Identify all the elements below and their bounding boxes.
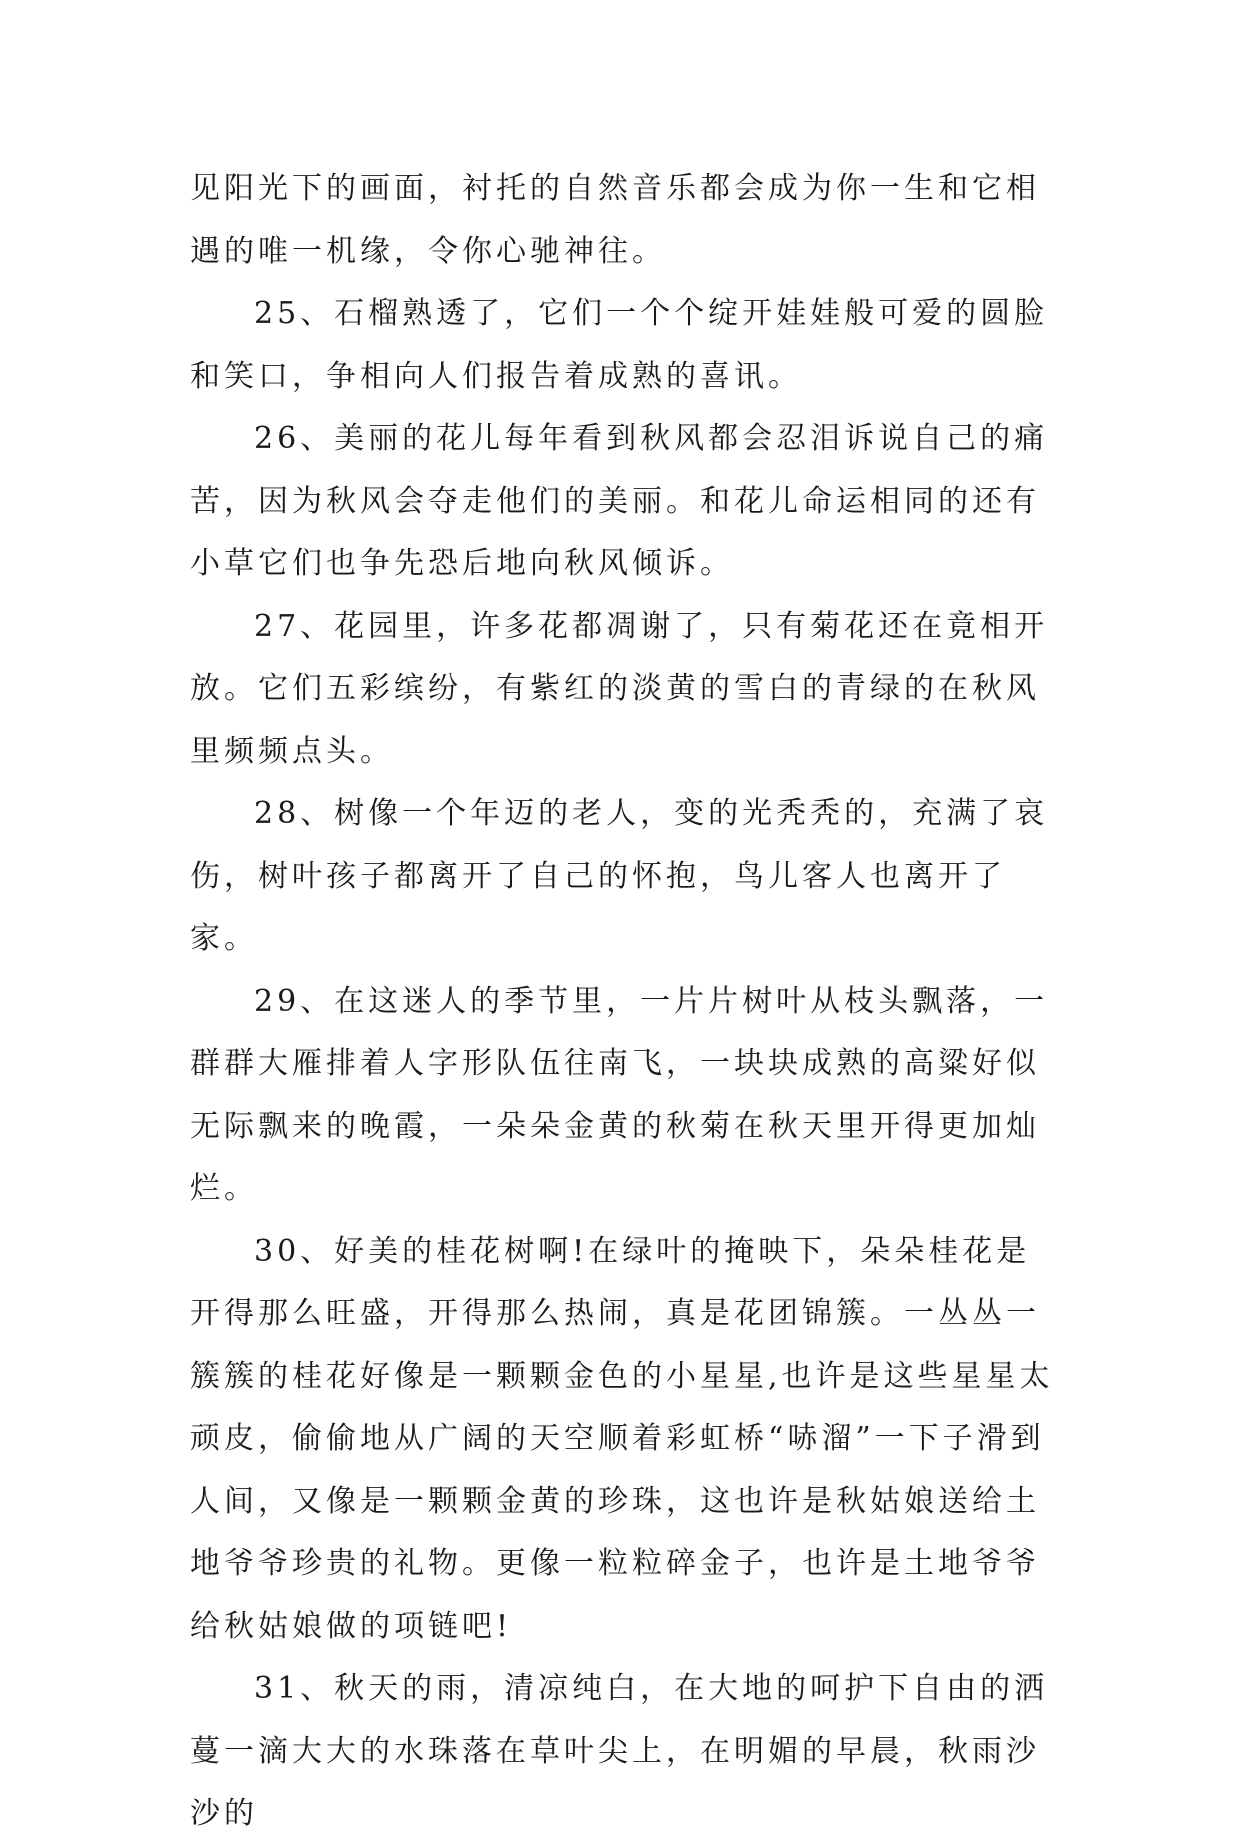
- paragraph-25: 25、石榴熟透了，它们一个个绽开娃娃般可爱的圆脸和笑口，争相向人们报告着成熟的喜讯。: [190, 296, 1049, 394]
- paragraph-29: 29、在这迷人的季节里，一片片树叶从枝头飘落，一群群大雁排着人字形队伍往南飞，一块块成熟的高粱好似无际飘来的晚霞，一朵朵金黄的秋菊在秋天里开得更加灿烂。: [190, 983, 1049, 1206]
- paragraph-31: 31、秋天的雨，清凉纯白，在大地的呵护下自由的洒蔓一滴大大的水珠落在草叶尖上，在明媚的早晨，秋雨沙沙的: [190, 1671, 1049, 1831]
- paragraph-continued: 见阳光下的画面，衬托的自然音乐都会成为你一生和它相遇的唯一机缘，令你心驰神往。: [190, 171, 1040, 269]
- document-body: [190, 158, 1060, 1846]
- paragraph-26: 26、美丽的花儿每年看到秋风都会忍泪诉说自己的痛苦，因为秋风会夺走他们的美丽。和花儿命运相同的还有小草它们也争先恐后地向秋风倾诉。: [190, 421, 1049, 581]
- paragraph-28: 28、树像一个年迈的老人，变的光秃秃的，充满了哀伤，树叶孩子都离开了自己的怀抱，鸟儿客人也离开了家。: [190, 796, 1049, 956]
- paragraph-30: 30、好美的桂花树啊!在绿叶的掩映下，朵朵桂花是开得那么旺盛，开得那么热闹，真是花团锦簇。一丛丛一簇簇的桂花好像是一颗颗金色的小星星,也许是这些星星太顽皮，偷偷地从广阔的天空顺着彩虹桥“哧溜”一下子滑到人间，又像是一颗颗金黄的珍珠，这也许是秋姑娘送给土地爷爷珍贵的礼物。更像一粒粒碎金子，也许是土地爷爷给秋姑娘做的项链吧!: [190, 1233, 1054, 1644]
- paragraph-27: 27、花园里，许多花都凋谢了，只有菊花还在竟相开放。它们五彩缤纷，有紫红的淡黄的雪白的青绿的在秋风里频频点头。: [190, 608, 1049, 769]
